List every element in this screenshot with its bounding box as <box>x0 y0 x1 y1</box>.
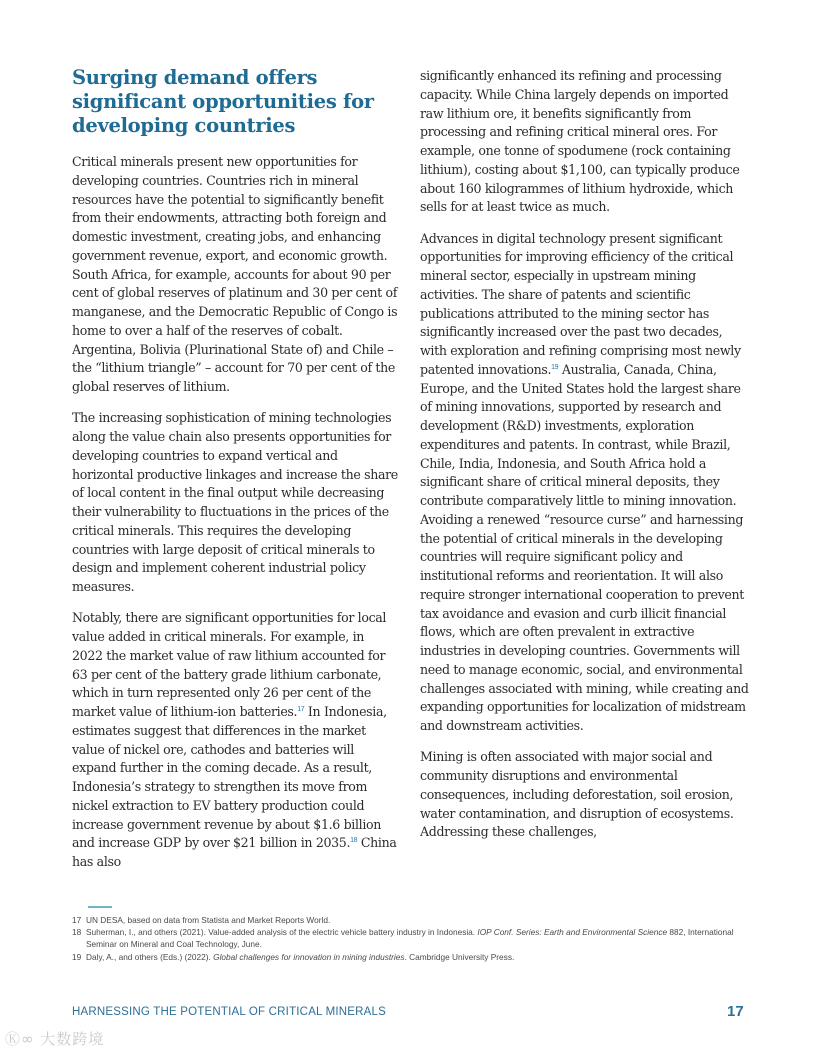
paragraph: Critical minerals present new opportunities for developing countries. Countries rich in mineral resources have the potential to significantly benefit from their endowments, attracting both foreign and domestic investment, creating jobs, and enhancing government revenue, export, and economic growth. South Africa, for example, accounts for about 90 per cent of global reserves of platinum and 30 per cent of manganese, and the Democratic Republic of Congo is home to over a half of the reserves of cobalt. Argentina, Bolivia (Plurinational State of) and Chile – the “lithium triangle” – account for 70 per cent of the global reserves of lithium. <box>72 154 398 394</box>
footnote-number: 19 <box>72 951 82 962</box>
footnote-17 <box>72 914 752 926</box>
footnote-ref-17[interactable]: 17 <box>297 706 305 713</box>
paragraph-text: In Indonesia, estimates suggest that differences in the market value of nickel ore, cathodes and batteries will expand further in the coming decade. As a result, Indonesia’s strategy to strengthen its move from nickel extraction to EV battery production could increase government revenue by about $1.6 billion and increase GDP by over $21 billion in 2035. <box>72 704 387 851</box>
footnote-text-part: . Cambridge University Press. <box>404 951 515 962</box>
footnote-publication: Global challenges for innovation in mining industries <box>213 951 405 962</box>
paragraph <box>420 230 750 736</box>
footnote-number: 18 <box>72 927 82 938</box>
paragraph: significantly enhanced its refining and processing capacity. While China largely depends on imported raw lithium ore, it benefits significantly from processing and refining critical mineral ores. For example, one tonne of spodumene (rock containing lithium), costing about $1,100, can typically produce about 160 kilogrammes of lithium hydroxide, which sells for at least twice as much. <box>420 68 740 215</box>
footnote-publication: IOP Conf. Series: Earth and Environmental Science <box>477 927 668 938</box>
footnote-18 <box>72 926 752 950</box>
paragraph-text: Australia, Canada, China, Europe, and the United States hold the largest share of mining innovations, supported by research and development (R&D) investments, exploration expenditures and patents. In contrast, while Brazil, Chile, India, Indonesia, and South Africa hold a significant share of critical mineral deposits, they contribute comparatively little to mining innovation. Avoiding a renewed “resource curse” and harnessing the potential of critical minerals in the developing countries will require significant policy and institutional reforms and reorientation. It will also require stronger international cooperation to prevent tax avoidance and evasion and curb illicit financial flows, which are often prevalent in extractive industries in developing countries. Governments will need to manage economic, social, and environmental challenges associated with mining, while creating and expanding opportunities for localization of midstream and downstream activities. <box>420 361 749 733</box>
paragraph-text: China has also <box>72 835 397 869</box>
footnote-text <box>86 951 752 963</box>
running-footer-title: HARNESSING THE POTENTIAL OF CRITICAL MINERALS <box>72 1006 387 1018</box>
footnote-text-part: 882, International Seminar on Mineral and Coal Technology, June. <box>86 927 734 950</box>
footnote-19 <box>72 951 752 963</box>
watermark-logo: Ⓚ∞ 大数跨境 <box>5 1030 105 1048</box>
footnote-ref-19[interactable]: 19 <box>551 363 559 371</box>
footnotes <box>72 914 752 963</box>
left-column <box>72 153 398 884</box>
page-number: 17 <box>727 1003 744 1020</box>
footnote-text-part: Daly, A., and others (Eds.) (2022). <box>86 951 214 962</box>
paragraph: The increasing sophistication of mining technologies along the value chain also presents opportunities for developing countries to expand vertical and horizontal productive linkages and increase the share of local content in the final output while decreasing their vulnerability to fluctuations in the prices of the critical minerals. This requires the developing countries with large deposit of critical minerals to design and implement coherent industrial policy measures. <box>72 410 398 594</box>
paragraph-text: Advances in digital technology present significant opportunities for improving efficiency of the critical mineral sector, especially in upstream mining activities. The share of patents and scientific publications attributed to the mining sector has significantly increased over the past two decades, with exploration and refining comprising most newly patented innovations. <box>420 230 741 377</box>
footnote-ref-18[interactable]: 18 <box>350 837 358 845</box>
footnote-text: UN DESA, based on data from Statista and Market Reports World. <box>86 915 331 925</box>
footnote-text-part: Suherman, I., and others (2021). Value-added analysis of the electric vehicle battery industry in Indonesia. <box>86 927 478 938</box>
footnote-divider <box>88 906 112 908</box>
footnote-text <box>86 926 752 950</box>
paragraph <box>72 609 398 872</box>
paragraph-text: Notably, there are significant opportunities for local value added in critical minerals. For example, in 2022 the market value of raw lithium accounted for 63 per cent of the battery grade lithium carbonate, which in turn represented only 26 per cent of the market value of lithium-ion batteries. <box>72 610 387 719</box>
section-heading: Surging demand offers significant opportunities for developing countries <box>72 66 374 137</box>
right-column <box>420 67 750 855</box>
footnote-number: 17 <box>72 915 82 925</box>
paragraph: Mining is often associated with major social and community disruptions and environmental consequences, including deforestation, soil erosion, water contamination, and disruption of ecosystems. Addressing these challenges, <box>420 749 734 840</box>
